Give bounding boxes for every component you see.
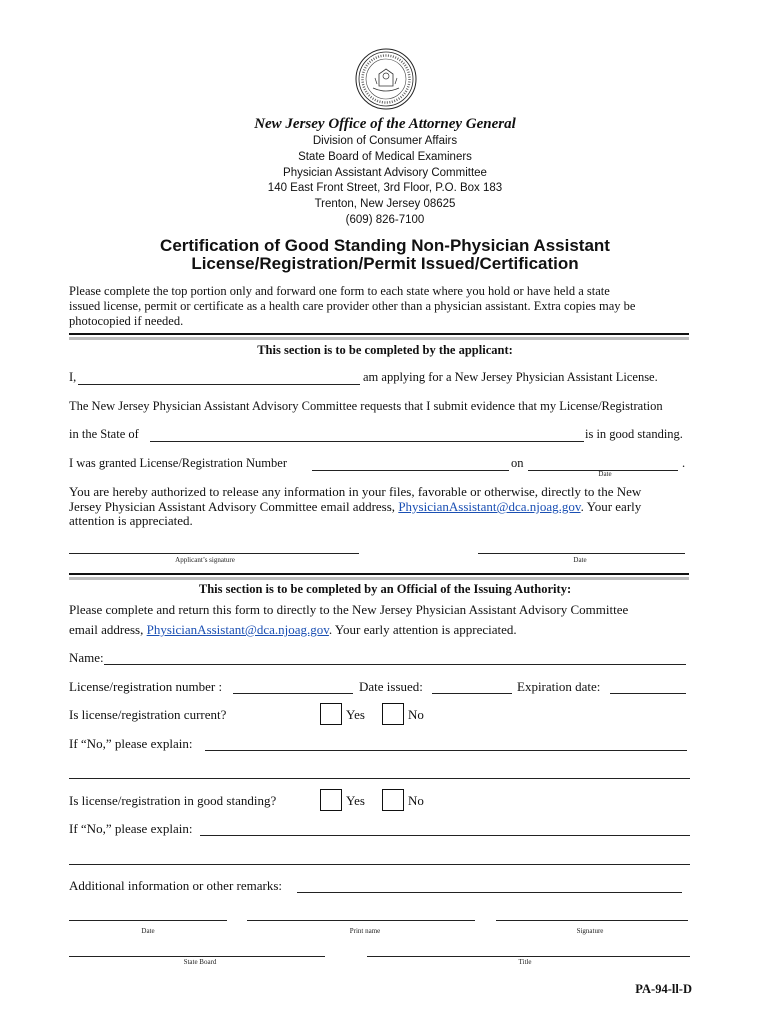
section2-intro-line2 <box>69 622 517 638</box>
section2-intro-prefix: email address, <box>69 622 144 637</box>
name-label: Name: <box>69 650 104 665</box>
expiration-field[interactable] <box>610 693 686 694</box>
official-date-caption: Date <box>141 927 155 935</box>
state-field[interactable] <box>150 441 584 442</box>
standing-question: Is license/registration in good standing? <box>69 793 277 808</box>
header-line-board: State Board of Medical Examiners <box>298 151 472 163</box>
applicant-signature-caption: Applicant’s signature <box>175 556 235 564</box>
section-divider <box>69 333 689 335</box>
standing-yes-checkbox[interactable] <box>320 789 342 811</box>
standing-yes-label: Yes <box>346 793 365 808</box>
granted-prefix: I was granted License/Registration Number <box>69 456 287 470</box>
applicant-date-caption: Date <box>573 556 587 564</box>
standing-no-checkbox[interactable] <box>382 789 404 811</box>
instructions-line1: Please complete the top portion only and forward one form to each state where you hold or have held a state <box>69 284 610 298</box>
header-line-phone: (609) 826-7100 <box>345 214 425 226</box>
current-no-label: No <box>408 707 424 722</box>
release-line2-suffix: . Your early <box>580 499 642 514</box>
current-no-checkbox[interactable] <box>382 703 404 725</box>
page-title-line1: Certification of Good Standing Non-Physician Assistant <box>160 236 610 255</box>
explain-field-1-cont[interactable] <box>69 778 690 779</box>
official-date-field[interactable] <box>69 920 227 921</box>
explain-field-1[interactable] <box>205 750 687 751</box>
release-line2-prefix: Jersey Physician Assistant Advisory Committee email address, <box>69 499 396 514</box>
email-link-2[interactable]: PhysicianAssistant@dca.njoag.gov <box>146 622 329 637</box>
instructions-line3: photocopied if needed. <box>69 314 184 328</box>
section-divider-shadow <box>69 337 689 340</box>
page-title-line2: License/Registration/Permit Issued/Certification <box>191 254 579 273</box>
explain-field-2-cont[interactable] <box>69 864 690 865</box>
state-board-caption: State Board <box>183 958 217 966</box>
nj-state-seal-icon <box>355 48 417 110</box>
header-line-division: Division of Consumer Affairs <box>312 135 458 147</box>
official-signature-caption: Signature <box>576 927 604 935</box>
release-line1: You are hereby authorized to release any information in your files, favorable or otherwise, directly to the New <box>69 484 642 499</box>
title-field[interactable] <box>367 956 690 957</box>
official-signature-field[interactable] <box>496 920 688 921</box>
granted-end: . <box>682 456 686 470</box>
print-name-field[interactable] <box>247 920 475 921</box>
date-issued-field[interactable] <box>432 693 512 694</box>
explain-label-1: If “No,” please explain: <box>69 736 193 751</box>
state-prefix: in the State of <box>69 427 139 441</box>
email-link[interactable]: PhysicianAssistant@dca.njoag.gov <box>398 499 581 514</box>
section2-intro-suffix: . Your early attention is appreciated. <box>328 622 517 637</box>
title-caption: Title <box>518 958 532 966</box>
current-yes-checkbox[interactable] <box>320 703 342 725</box>
standing-no-label: No <box>408 793 424 808</box>
license-number-field[interactable] <box>312 470 509 471</box>
explain-field-2[interactable] <box>200 835 690 836</box>
granted-date-caption: Date <box>598 470 612 478</box>
print-name-caption: Print name <box>349 927 381 935</box>
remarks-field[interactable] <box>297 892 682 893</box>
state-board-field[interactable] <box>69 956 325 957</box>
date-issued-label: Date issued: <box>359 679 423 694</box>
release-line3: attention is appreciated. <box>69 513 193 528</box>
header-line-committee: Physician Assistant Advisory Committee <box>283 167 487 179</box>
applicant-name-field[interactable] <box>78 384 360 385</box>
applicant-suffix: am applying for a New Jersey Physician Assistant License. <box>363 370 658 384</box>
header-line-city: Trenton, New Jersey 08625 <box>314 198 456 210</box>
section1-heading: This section is to be completed by the applicant: <box>257 343 513 357</box>
state-suffix: is in good standing. <box>585 427 683 441</box>
section-divider-2-shadow <box>69 577 689 580</box>
license-number-field-2[interactable] <box>233 693 353 694</box>
current-question: Is license/registration current? <box>69 707 227 722</box>
section2-intro-line1: Please complete and return this form to directly to the New Jersey Physician Assistant Advisory Committee <box>69 602 629 617</box>
office-name: New Jersey Office of the Attorney General <box>254 116 516 132</box>
license-number-label: License/registration number : <box>69 679 223 694</box>
current-yes-label: Yes <box>346 707 365 722</box>
section2-heading: This section is to be completed by an Official of the Issuing Authority: <box>198 582 572 596</box>
instructions-line2: issued license, permit or certificate as a health care provider other than a physician assistant. Extra copies may be <box>69 299 636 313</box>
granted-on: on <box>511 456 524 470</box>
name-field[interactable] <box>104 664 686 665</box>
request-line: The New Jersey Physician Assistant Advisory Committee requests that I submit evidence that my License/Registration <box>69 399 663 413</box>
section-divider-2 <box>69 573 689 575</box>
header-line-address: 140 East Front Street, 3rd Floor, P.O. Box 183 <box>267 182 503 194</box>
form-code: PA-94-ll-D <box>635 982 692 996</box>
applicant-date-field[interactable] <box>478 553 685 554</box>
expiration-label: Expiration date: <box>517 679 601 694</box>
remarks-label: Additional information or other remarks: <box>69 878 283 893</box>
applicant-signature-field[interactable] <box>69 553 359 554</box>
applicant-prefix: I, <box>69 370 77 384</box>
explain-label-2: If “No,” please explain: <box>69 821 193 836</box>
